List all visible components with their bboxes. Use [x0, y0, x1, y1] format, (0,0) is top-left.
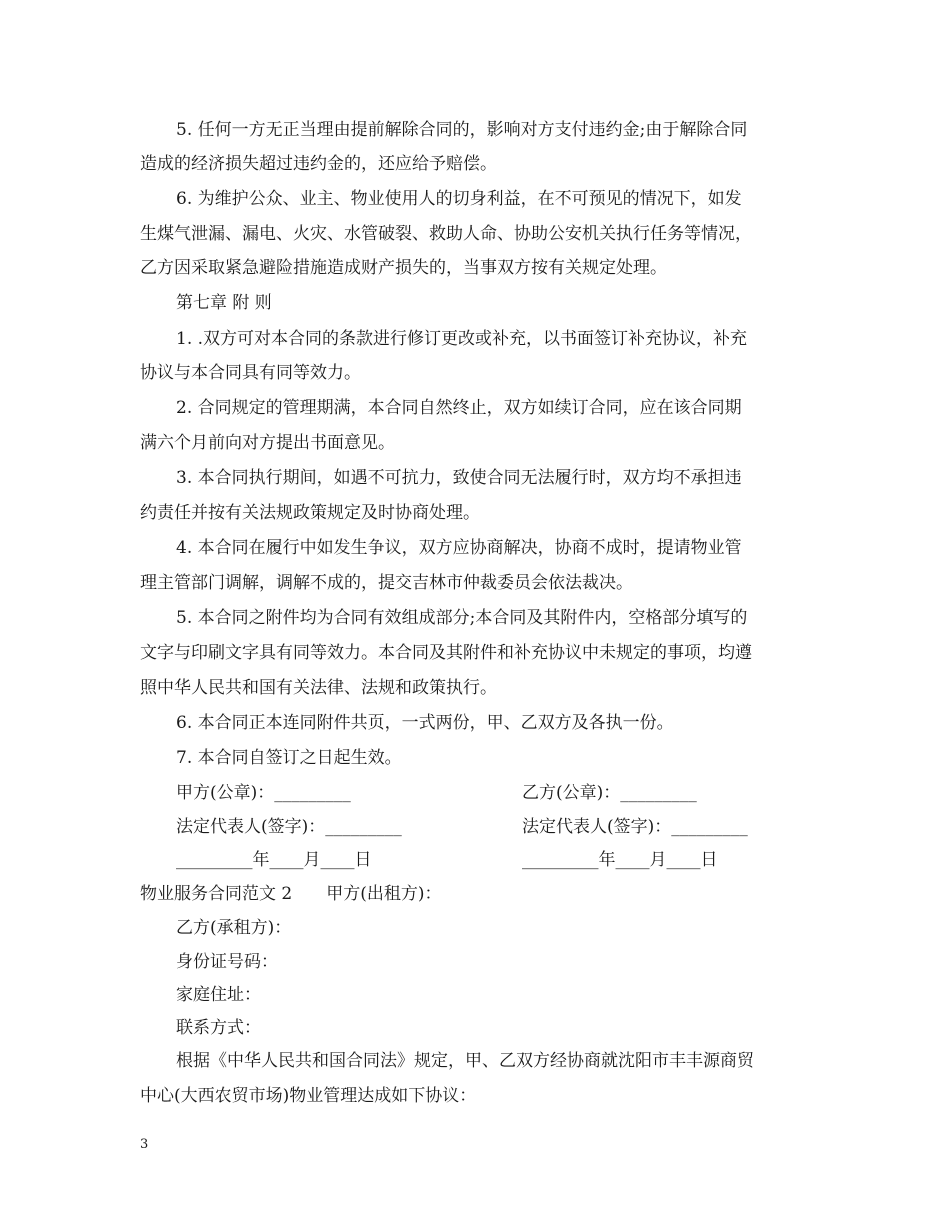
second-contract-heading: 物业服务合同范文 2 甲方(出租方)： [140, 884, 442, 904]
clause-6-line-1: 6. 为维护公众、业主、物业使用人的切身利益，在不可预见的情况下，如发 [176, 189, 742, 209]
clause-6-line-3: 乙方因采取紧急避险措施造成财产损失的，当事双方按有关规定处理。 [140, 258, 667, 278]
article-5-line-3: 照中华人民共和国有关法律、法规和政策执行。 [140, 678, 497, 698]
article-6: 6. 本合同正本连同附件共页，一式两份，甲、乙双方及各执一份。 [176, 713, 674, 733]
party-a-representative-field: 法定代表人(签字)：_________ [176, 817, 402, 837]
article-5-line-2: 文字与印刷文字具有同等效力。本合同及其附件和补充协议中未规定的事项，均遵 [140, 643, 752, 663]
home-address-field: 家庭住址： [176, 985, 261, 1005]
party-b-date-field: _________年____月____日 [522, 850, 718, 870]
party-b-representative-field: 法定代表人(签字)：_________ [522, 817, 748, 837]
article-5-line-1: 5. 本合同之附件均为合同有效组成部分;本合同及其附件内，空格部分填写的 [176, 608, 748, 628]
party-a-date-field: _________年____月____日 [176, 850, 372, 870]
article-1-line-2: 协议与本合同具有同等效力。 [140, 363, 361, 383]
intro-line-2: 中心(大西农贸市场)物业管理达成如下协议： [140, 1086, 477, 1106]
intro-line-1: 根据《中华人民共和国合同法》规定，甲、乙双方经协商就沈阳市丰丰源商贸 [176, 1051, 754, 1071]
article-4-line-1: 4. 本合同在履行中如发生争议，双方应协商解决，协商不成时，提请物业管 [176, 538, 742, 558]
contact-field: 联系方式： [176, 1018, 261, 1038]
article-7: 7. 本合同自签订之日起生效。 [176, 748, 402, 768]
page-number: 3 [140, 1137, 149, 1152]
article-3-line-1: 3. 本合同执行期间，如遇不可抗力，致使合同无法履行时，双方均不承担违 [176, 468, 742, 488]
lessee-field: 乙方(承租方)： [176, 918, 292, 938]
article-2-line-2: 满六个月前向对方提出书面意见。 [140, 433, 395, 453]
party-a-seal-field: 甲方(公章)：_________ [176, 783, 351, 803]
id-number-field: 身份证号码： [176, 952, 278, 972]
article-2-line-1: 2. 合同规定的管理期满，本合同自然终止，双方如续订合同，应在该合同期 [176, 398, 742, 418]
clause-6-line-2: 生煤气泄漏、漏电、火灾、水管破裂、救助人命、协助公安机关执行任务等情况， [140, 224, 752, 244]
chapter-heading: 第七章 附 则 [176, 293, 272, 313]
party-b-seal-field: 乙方(公章)：_________ [522, 783, 697, 803]
clause-5-line-2: 造成的经济损失超过违约金的，还应给予赔偿。 [140, 154, 497, 174]
clause-5-line-1: 5. 任何一方无正当理由提前解除合同的，影响对方支付违约金;由于解除合同 [176, 120, 748, 140]
article-4-line-2: 理主管部门调解，调解不成的，提交吉林市仲裁委员会依法裁决。 [140, 573, 633, 593]
article-1-line-1: 1. .双方可对本合同的条款进行修订更改或补充，以书面签订补充协议，补充 [176, 329, 748, 349]
article-3-line-2: 约责任并按有关法规政策规定及时协商处理。 [140, 503, 480, 523]
